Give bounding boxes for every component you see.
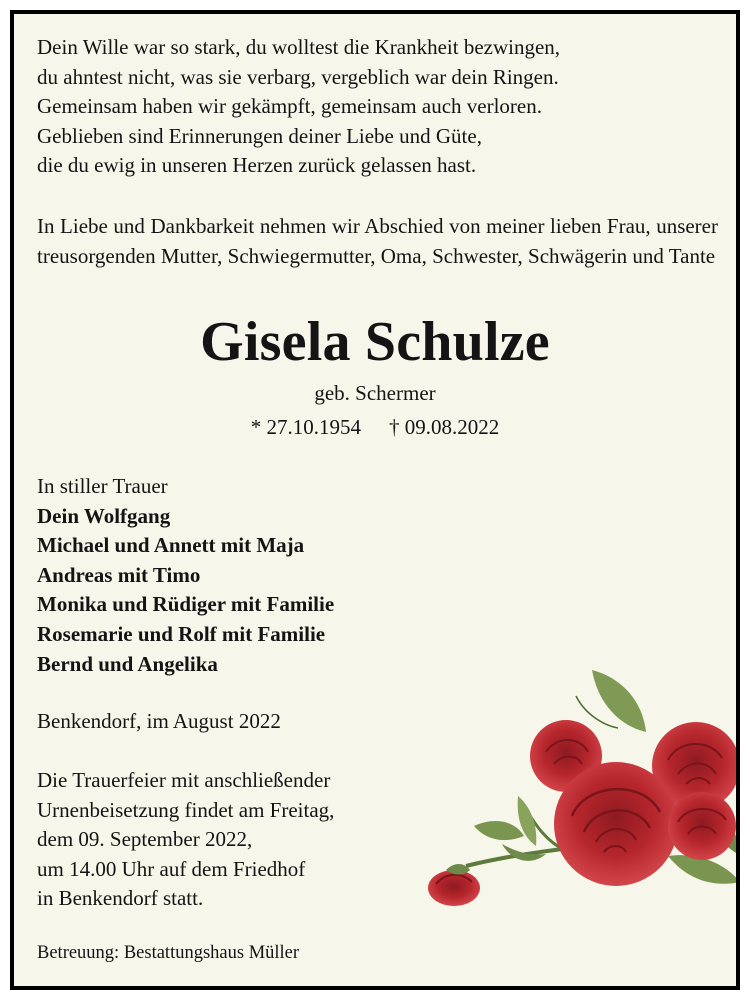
undertaker-credit: Betreuung: Bestattungshaus Müller — [37, 943, 300, 963]
service-line: dem 09. September 2022, — [37, 827, 253, 852]
mourner-name: Andreas mit Timo — [37, 562, 201, 587]
life-dates — [14, 413, 736, 441]
poem-line: Dein Wille war so stark, du wolltest die Krankheit bezwingen, — [37, 35, 561, 59]
obituary-card — [10, 10, 740, 990]
funeral-service-info — [37, 766, 334, 914]
poem-line: Geblieben sind Erinnerungen deiner Liebe und Güte, — [37, 123, 482, 148]
mourner-name: Michael und Annett mit Maja — [37, 533, 305, 558]
place-and-date: Benkendorf, im August 2022 — [37, 709, 281, 733]
mourner-name: Rosemarie und Rolf mit Familie — [37, 621, 326, 646]
birth-date: * 27.10.1954 — [250, 415, 361, 439]
service-line: in Benkendorf statt. — [37, 886, 204, 911]
service-line: Die Trauerfeier mit anschließender — [37, 768, 331, 792]
red-roses-image — [406, 656, 740, 908]
deceased-name: Gisela Schulze — [200, 311, 550, 373]
poem-line: die du ewig in unseren Herzen zurück gelassen hast. — [37, 153, 477, 177]
poem-line: du ahntest nicht, was sie verbarg, vergeblich war dein Ringen. — [37, 64, 559, 89]
mourners-heading: In stiller Trauer — [37, 474, 168, 498]
mourner-name: Monika und Rüdiger mit Familie — [37, 592, 335, 617]
service-line: um 14.00 Uhr auf dem Friedhof — [37, 856, 306, 881]
mourner-name: Dein Wolfgang — [37, 503, 171, 528]
memorial-poem — [37, 33, 727, 181]
mourners-list — [37, 472, 334, 679]
poem-line: Gemeinsam haben wir gekämpft, gemeinsam auch verloren. — [37, 94, 542, 118]
maiden-name: geb. Schermer — [314, 381, 436, 405]
service-line: Urnenbeisetzung findet am Freitag, — [37, 797, 335, 822]
farewell-text: In Liebe und Dankbarkeit nehmen wir Abschied von meiner lieben Frau, unserer treusorgenden Mutter, Schwiegermutter, Oma, Schwester, Schwägerin und Tante — [37, 214, 718, 268]
death-date: † 09.08.2022 — [389, 415, 500, 439]
mourner-name: Bernd und Angelika — [37, 651, 218, 676]
